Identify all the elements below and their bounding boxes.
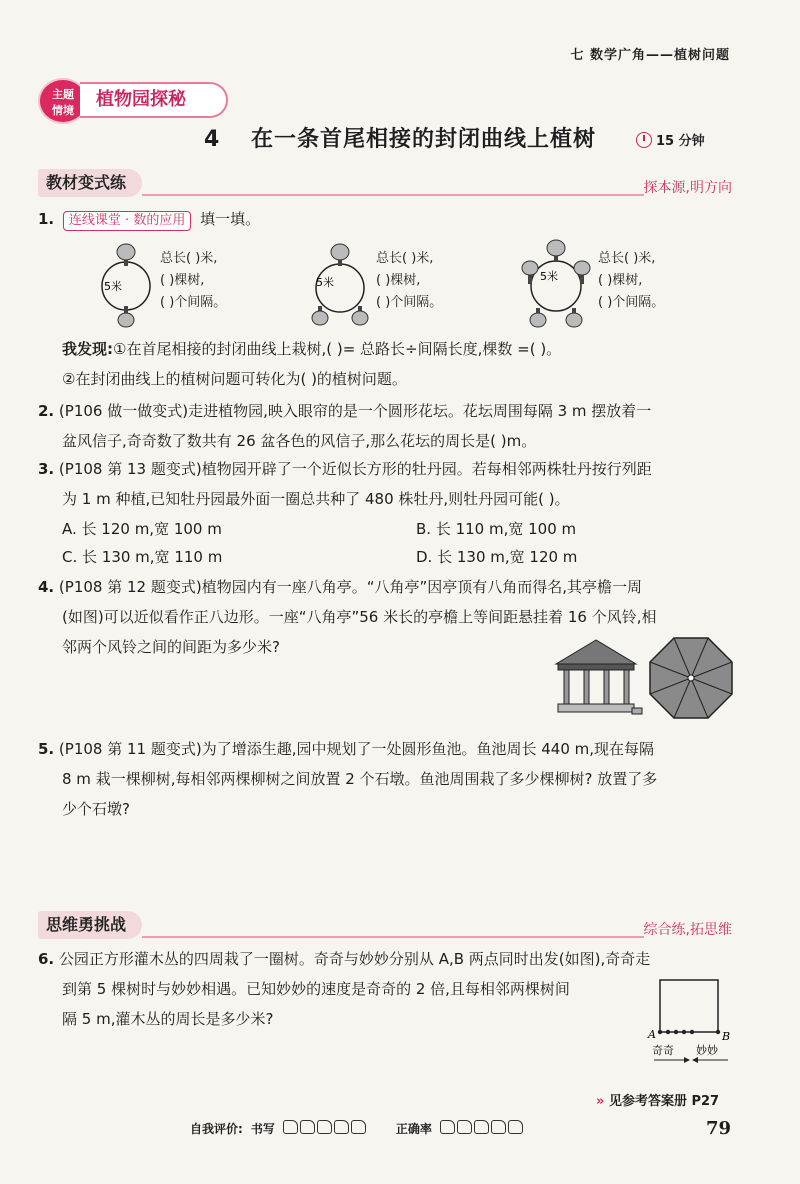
question-number: 2. [38,402,55,420]
interval-count-blank: ( )个间隔。 [160,295,227,310]
question-4-line1: (P108 第 12 题变式)植物园内有一座八角亭。“八角亭”因亭顶有八角而得名,其亭檐一周 [58,578,643,596]
tree-icon [352,306,368,325]
chapter-header: 七 数学广角——植树问题 [570,48,730,63]
question-6-line1: 公园正方形灌木丛的四周栽了一圈树。奇奇与妙妙分别从 A,B 两点同时出发(如图),奇奇走 [58,950,651,968]
question-1-stem [38,204,260,234]
lesson-title-text: 在一条首尾相接的封闭曲线上植树 [250,127,596,152]
tree-icon [522,261,538,284]
ring-1-labels [160,248,226,314]
section-textbook [38,168,732,198]
question-5-line1: (P108 第 11 题变式)为了增添生趣,园中规划了一处圆形鱼池。鱼池周长 440 m,现在每隔 [58,740,655,758]
question-3-line2: 为 1 m 种植,已知牡丹园最外面一圈总共种了 480 株牡丹,则牡丹园可能( )。 [62,490,570,508]
timer [636,130,705,149]
thumb-icon[interactable] [457,1120,472,1134]
pavilion-illustration [548,636,644,718]
option-c[interactable]: C. 长 130 m,宽 110 m [62,548,223,566]
discovery-label: 我发现: [62,340,113,358]
question-4-line2: (如图)可以近似看作正八边形。一座“八角亭”56 米长的亭檐上等间距悬挂着 16 个风铃,相 [62,608,657,626]
section-label: 思维勇挑战 [38,911,142,939]
total-length-blank: 总长( )米, [160,251,218,266]
question-6-line3: 隔 5 m,灌木丛的周长是多少米? [62,1010,274,1028]
total-length-blank: 总长( )米, [376,251,434,266]
thumb-icon[interactable] [351,1120,366,1134]
section-divider [142,936,644,938]
tree-count-blank: ( )棵树, [376,273,421,288]
ring-inner-label: 5米 [316,276,334,289]
lesson-number: 4 [204,127,221,152]
discovery-text-1: ①在首尾相接的封闭曲线上栽树,( )= 总路长÷间隔长度,棵数 =( )。 [113,340,562,358]
answer-reference [596,1090,719,1109]
tree-icon [530,308,546,327]
discovery-1 [62,334,752,364]
point-a-label: A [648,1028,656,1041]
question-5-line3: 少个石墩? [62,800,130,818]
question-4-line3: 邻两个风铃之间的间距为多少米? [62,638,280,656]
ring-2-labels [376,248,442,314]
section-challenge [38,910,732,940]
qiqi-label: 奇奇 [652,1044,674,1057]
writing-thumbs[interactable] [283,1120,368,1137]
question-2-line1: (P106 做一做变式)走进植物园,映入眼帘的是一个圆形花坛。花坛周围每隔 3 m 摆放着一 [58,402,652,420]
self-eval-label: 自我评价: [190,1122,243,1136]
thumb-icon[interactable] [300,1120,315,1134]
page-number: 79 [706,1118,732,1139]
ring-figure-2 [306,238,376,330]
ring-inner-label: 5米 [104,280,122,293]
accuracy-label: 正确率 [395,1122,432,1136]
option-d[interactable]: D. 长 130 m,宽 120 m [416,548,578,566]
question-5-line2: 8 m 栽一棵柳树,每相邻两棵柳树之间放置 2 个石墩。鱼池周围栽了多少棵柳树? 放置了多 [62,770,658,788]
question-tag: 连线课堂 · 数的应用 [63,211,191,231]
question-2-line2: 盆风信子,奇奇数了数共有 26 盆各色的风信子,那么花坛的周长是( )m。 [62,432,537,450]
self-evaluation [190,1120,525,1137]
time-text: 15 分钟 [656,134,705,149]
question-6-line2: 到第 5 棵树时与妙妙相遇。已知妙妙的速度是奇奇的 2 倍,且每相邻两棵树间 [62,980,570,998]
thumb-icon[interactable] [283,1120,298,1134]
ring-figure-1 [96,238,158,330]
arrow-left-icon [692,1057,698,1063]
point-b-label: B [722,1030,731,1043]
tree-icon [566,308,582,327]
section-slogan: 综合练,拓思维 [643,922,732,938]
question-number: 1. [38,210,55,228]
question-lead: 填一填。 [200,210,261,228]
tree-icon [547,240,565,262]
thumb-icon[interactable] [317,1120,332,1134]
question-number: 5. [38,740,55,758]
thumb-icon[interactable] [440,1120,455,1134]
clock-icon [636,132,652,148]
question-number: 4. [38,578,55,596]
thumb-icon[interactable] [508,1120,523,1134]
writing-label: 书写 [250,1122,275,1136]
thumb-icon[interactable] [491,1120,506,1134]
arrow-right-icon [684,1057,690,1063]
discovery-text-2: ②在封闭曲线上的植树问题可转化为( )的植树问题。 [62,370,407,388]
interval-count-blank: ( )个间隔。 [598,295,665,310]
question-2 [38,396,758,456]
accuracy-thumbs[interactable] [440,1120,525,1137]
badge-line1: 主题 [52,88,74,101]
question-number: 3. [38,460,55,478]
badge-line2: 情境 [52,104,74,117]
square-shrub-diagram [644,972,744,1064]
question-3 [38,454,758,514]
option-a[interactable]: A. 长 120 m,宽 100 m [62,520,222,538]
tree-count-blank: ( )棵树, [160,273,205,288]
ring-3-labels [598,248,664,314]
option-b[interactable]: B. 长 110 m,宽 100 m [416,520,577,538]
answer-ref-text: 见参考答案册 P27 [608,1094,720,1109]
ring-figure-3 [518,234,594,330]
theme-title: 植物园探秘 [80,82,228,118]
tree-count-blank: ( )棵树, [598,273,643,288]
ring-inner-label: 5米 [540,270,558,283]
section-label: 教材变式练 [38,169,142,197]
question-5 [38,734,758,824]
miaomiao-label: 妙妙 [696,1044,718,1057]
section-slogan: 探本源,明方向 [643,180,732,196]
question-3-line1: (P108 第 13 题变式)植物园开辟了一个近似长方形的牡丹园。若每相邻两株牡丹按行列距 [58,460,652,478]
tree-icon [312,306,328,325]
tree-icon [331,244,349,266]
octagon-roof-illustration [646,634,736,722]
section-divider [142,194,644,196]
question-number: 6. [38,950,55,968]
tree-icon [574,261,590,284]
thumb-icon[interactable] [334,1120,349,1134]
double-chevron-icon: » [596,1094,605,1109]
total-length-blank: 总长( )米, [598,251,656,266]
interval-count-blank: ( )个间隔。 [376,295,443,310]
thumb-icon[interactable] [474,1120,489,1134]
